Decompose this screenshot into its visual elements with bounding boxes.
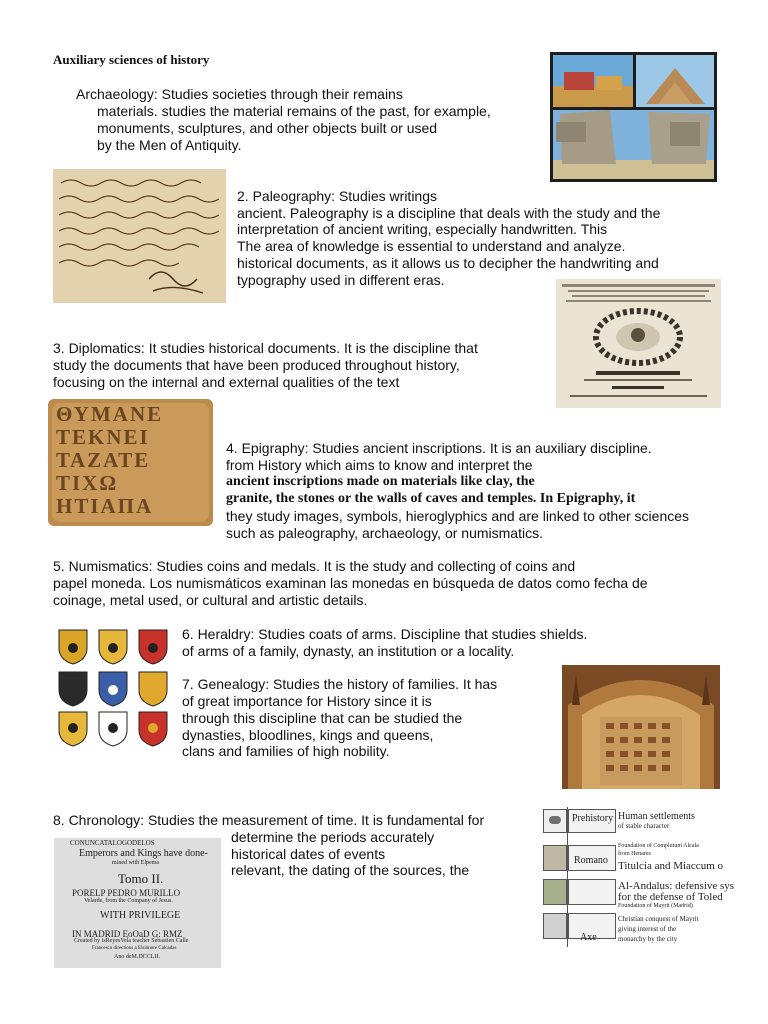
chronology-line-4: relevant, the dating of the sources, the — [231, 862, 470, 878]
archaeology-line-1: Archaeology: Studies societies through their remains — [76, 86, 403, 102]
epigraphy-line-3: ancient inscriptions made on materials like clay, the — [226, 474, 535, 489]
timeline-row-4-label: Axe — [580, 932, 597, 943]
archaeology-line-3: monuments, sculptures, and other objects built or used — [97, 120, 438, 136]
timeline-row-4-text2: giving interest of the — [618, 925, 677, 933]
timeline-row-3-text3: Foundation of Mayrit (Madrid) — [618, 903, 693, 909]
timeline-row-4-text3: monarchy by the city — [618, 935, 678, 943]
genealogy-line-2: of great importance for History since it is — [182, 693, 432, 709]
book-line-9: Created by isReyesVela teacher Sebastien Calle — [74, 938, 189, 944]
genealogy-line-5: clans and families of high nobility. — [182, 743, 390, 759]
paleography-image — [53, 169, 226, 303]
timeline-image — [538, 803, 735, 950]
epigraphy-line-2: from History which aims to know and interpret the — [226, 457, 533, 473]
chronology-line-1: 8. Chronology: Studies the measurement of time. It is fundamental for — [53, 812, 485, 828]
book-line-3: mined with Elpema — [112, 860, 159, 866]
inscription-line-4: ΤΙΧΩ — [56, 471, 119, 495]
book-line-4: Tomo II. — [118, 871, 164, 886]
timeline-row-2-text0b: from Henares — [618, 851, 651, 857]
page-title: Auxiliary sciences of history — [53, 52, 210, 67]
epigraphy-line-4: granite, the stones or the walls of caves and temples. In Epigraphy, it — [226, 491, 636, 506]
chronology-line-2: determine the periods accurately — [231, 829, 435, 845]
timeline-row-1-text1: Human settlements — [618, 811, 695, 822]
inscription-line-2: ΤΕΚΝΕΙ — [56, 425, 150, 449]
timeline-row-3-text2: for the defense of Toled — [618, 891, 723, 903]
epigraphy-line-1: 4. Epigraphy: Studies ancient inscriptions. It is an auxiliary discipline. — [226, 440, 652, 456]
genealogy-line-3: through this discipline that can be studied the — [182, 710, 463, 726]
heraldry-line-1: 6. Heraldry: Studies coats of arms. Discipline that studies shields. — [182, 626, 588, 642]
numismatics-line-2: papel moneda. Los numismáticos examinan las monedas en búsqueda de datos como fecha de — [53, 575, 648, 591]
epigraphy-line-6: such as paleography, archaeology, or numismatics. — [226, 525, 543, 541]
book-line-7: WITH PRIVILEGE — [100, 910, 181, 921]
book-cover-image — [54, 838, 221, 968]
diplomatics-image — [556, 279, 721, 408]
heraldry-line-2: of arms of a family, dynasty, an institution or a locality. — [182, 643, 515, 659]
timeline-row-3-thumb — [543, 879, 567, 905]
heraldry-image — [55, 624, 173, 747]
epigraphy-line-5: they study images, symbols, hieroglyphics and are linked to other sciences — [226, 508, 690, 524]
diplomatics-line-1: 3. Diplomatics: It studies historical documents. It is the discipline that — [53, 340, 478, 356]
archaeology-line-2: materials. studies the material remains of the past, for example, — [97, 103, 491, 119]
genealogy-image — [562, 665, 720, 789]
inscription-line-3: ΤΑΖΑΤΕ — [56, 448, 151, 472]
book-line-5: PORELP PEDRO MURILLO — [72, 888, 181, 898]
chronology-line-3: historical dates of events — [231, 846, 386, 862]
inscription-line-1: ΘΥΜΑΝΕ — [56, 402, 164, 426]
book-line-8: IN MADRID EoOaD G: RMZ — [72, 929, 183, 939]
timeline-row-3-text1: Al-Andalus: defensive sys — [618, 880, 735, 892]
genealogy-line-4: dynasties, bloodlines, kings and queens, — [182, 727, 434, 743]
timeline-row-1-label: Prehistory — [572, 813, 614, 824]
book-line-6: Velarde, from the Company of Jesus. — [84, 898, 173, 904]
book-line-1: CONUNCATALOGODELOS — [70, 839, 155, 847]
timeline-row-2-thumb — [543, 845, 567, 871]
paleography-line-1: 2. Paleography: Studies writings — [237, 188, 437, 204]
book-line-2: Emperors and Kings have done- — [79, 848, 208, 859]
genealogy-line-1: 7. Genealogy: Studies the history of families. It has — [182, 676, 498, 692]
paleography-line-5: historical documents, as it allows us to decipher the handwriting and — [237, 255, 659, 271]
diplomatics-line-2: study the documents that have been produced throughout history, — [53, 357, 460, 373]
epigraphy-image — [48, 399, 213, 526]
archaeology-line-4: by the Men of Antiquity. — [97, 137, 242, 153]
timeline-row-2-text1: Titulcia and Miaccum o — [618, 860, 723, 872]
archaeology-image — [550, 52, 717, 182]
timeline-row-2-label: Romano — [574, 855, 608, 866]
diplomatics-line-3: focusing on the internal and external qualities of the text — [53, 374, 400, 390]
book-line-11: Ano deM.DCCLII. — [114, 954, 160, 960]
paleography-line-4: The area of knowledge is essential to understand and analyze. — [237, 238, 626, 254]
numismatics-line-3: coinage, metal used, or cultural and artistic details. — [53, 592, 368, 608]
timeline-row-2-text0: Foundation of Complutum Alcala — [618, 843, 699, 849]
paleography-line-6: typography used in different eras. — [237, 272, 445, 288]
timeline-row-1-thumb — [543, 809, 567, 833]
paleography-line-2: ancient. Paleography is a discipline that deals with the study and the — [237, 205, 661, 221]
inscription-line-5: ΗΤΙΑΠΑ — [56, 494, 154, 518]
paleography-line-3: interpretation of ancient writing, especially handwritten. This — [237, 221, 608, 237]
timeline-row-1-text2: of stable character — [618, 822, 670, 830]
numismatics-line-1: 5. Numismatics: Studies coins and medals. It is the study and collecting of coins and — [53, 558, 576, 574]
book-line-10: Francesco directions a Elsinnore Calcadas — [92, 946, 177, 951]
timeline-row-4-text1: Christian conquest of Mayrit — [618, 915, 699, 923]
timeline-row-4-thumb — [543, 913, 567, 939]
